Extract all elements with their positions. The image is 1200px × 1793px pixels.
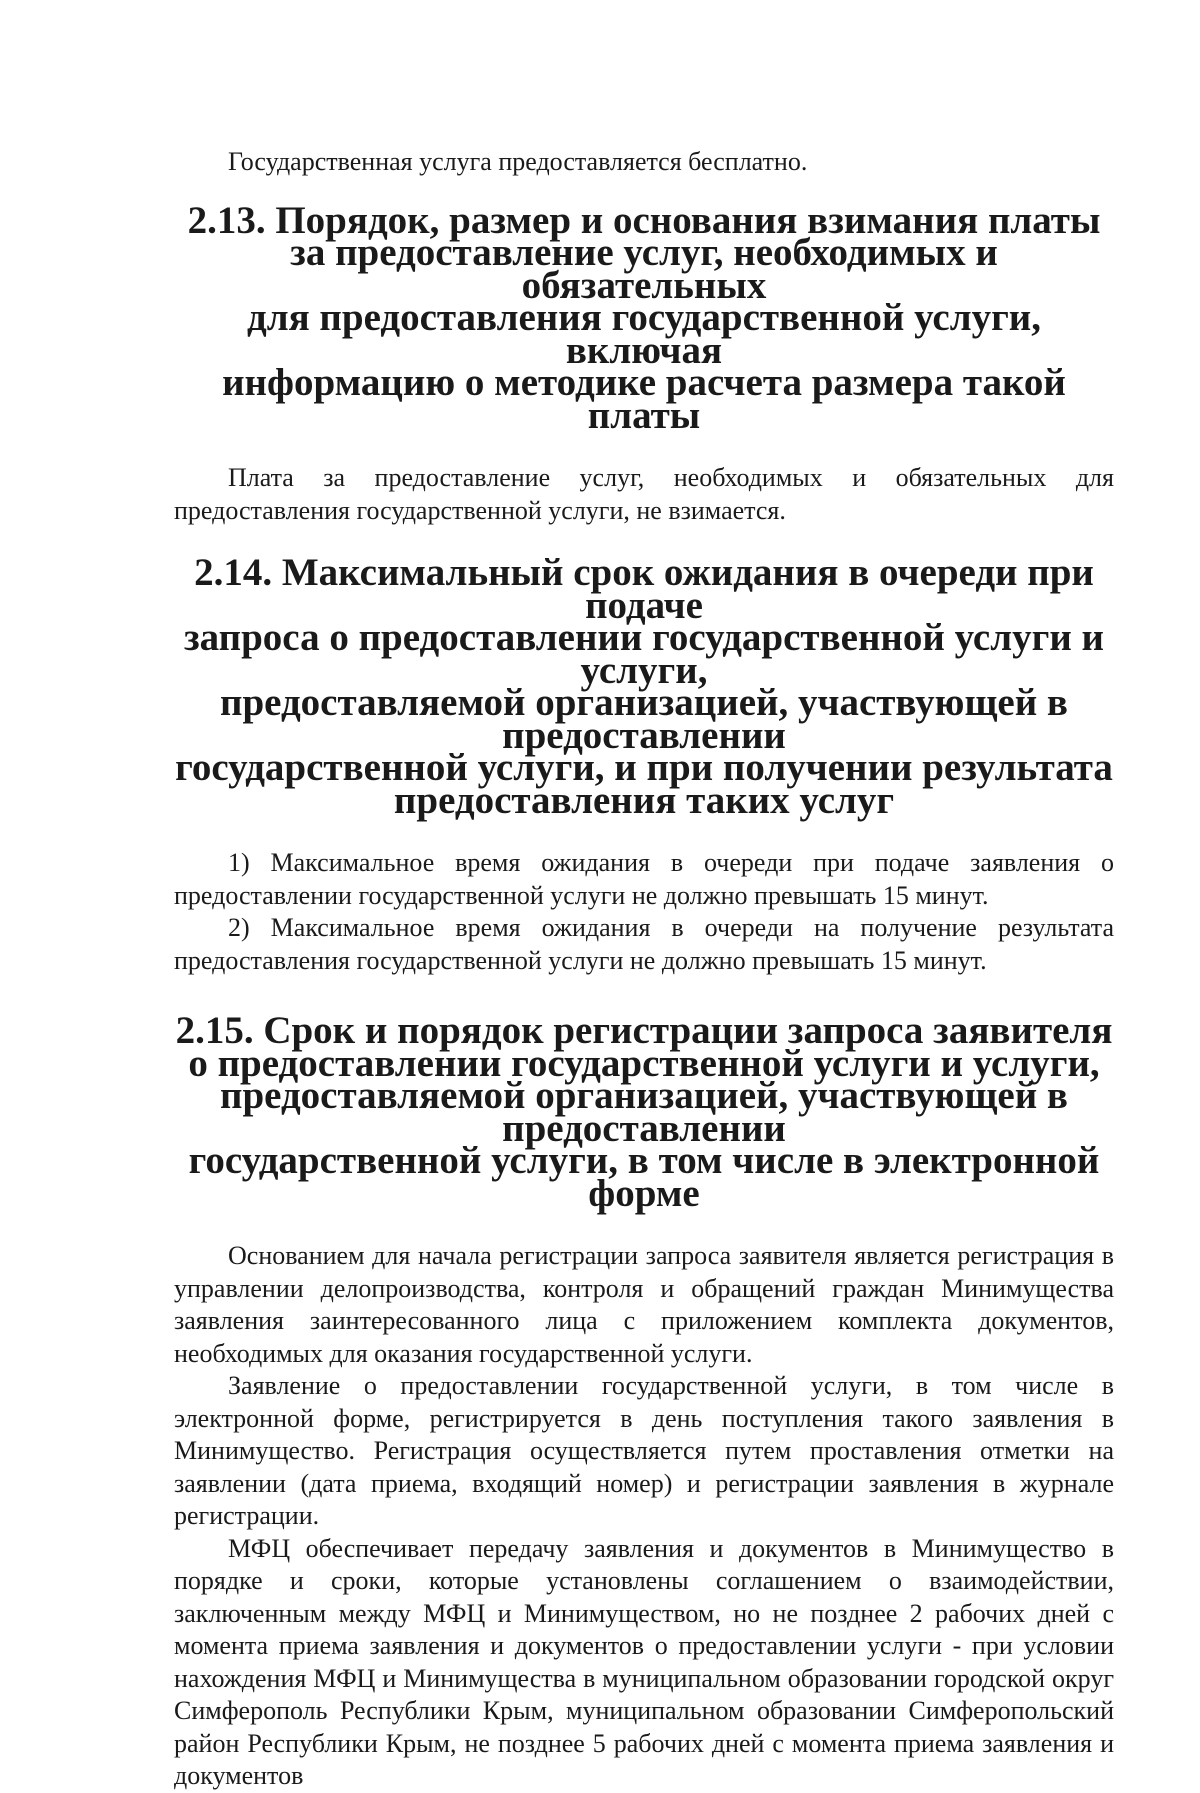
heading-line: запроса о предоставлении государственной услуги и услуги, [183, 616, 1105, 692]
heading-line: для предоставления государственной услуги, включая [246, 296, 1042, 372]
heading-line: 2.14. Максимальный срок ожидания в очереди при подаче [194, 551, 1094, 627]
document-page [174, 146, 1114, 1793]
section-2-15-heading [174, 1009, 1114, 1215]
section-2-14-item-2: 2) Максимальное время ожидания в очереди на получение результата предоставления государственной услуги не должно превышать 15 минут. [174, 913, 1114, 975]
heading-line: за предоставление услуг, необходимых и обязательных [290, 231, 998, 307]
heading-line: 2.15. Срок и порядок регистрации запроса заявителя [175, 1009, 1113, 1052]
heading-line: о предоставлении государственной услуги и услуги, [188, 1041, 1100, 1085]
section-2-15-paragraph-1: Основанием для начала регистрации запроса заявителя является регистрация в управлении делопроизводства, контроля и обращений граждан Минимущества заявления заинтересованного лица с приложением комплекта документов, необходимых для оказания государственной услуги. [174, 1241, 1114, 1368]
heading-line: государственной услуги, и при получении результата [175, 746, 1113, 789]
heading-line: предоставляемой организацией, участвующей в предоставлении [220, 1074, 1068, 1150]
heading-line: предоставляемой организацией, участвующей в предоставлении [220, 681, 1068, 757]
heading-line: 2.13. Порядок, размер и основания взимания платы [187, 198, 1101, 242]
heading-line: информацию о методике расчета размера такой платы [222, 361, 1066, 437]
intro-paragraph: Государственная услуга предоставляется бесплатно. [228, 147, 808, 176]
heading-line: государственной услуги, в том числе в электронной форме [188, 1139, 1100, 1215]
section-2-14-item-1: 1) Максимальное время ожидания в очереди при подаче заявления о предоставлении государственной услуги не должно превышать 15 минут. [174, 848, 1114, 910]
section-2-14-heading [174, 551, 1114, 822]
section-2-13-paragraph: Плата за предоставление услуг, необходимых и обязательных для предоставления государственной услуги, не взимается. [174, 463, 1114, 525]
section-2-15-paragraph-2: Заявление о предоставлении государственной услуги, в том числе в электронной форме, регистрируется в день поступления такого заявления в Минимущество. Регистрация осуществляется путем проставления отметки на заявлении (дата приема, входящий номер) и регистрации заявления в журнале регистрации. [174, 1371, 1114, 1530]
heading-line: предоставления таких услуг [393, 778, 895, 822]
section-2-15-paragraph-3: МФЦ обеспечивает передачу заявления и документов в Минимущество в порядке и сроки, которые установлены соглашением о взаимодействии, заключенным между МФЦ и Минимуществом, но не позднее 2 рабочих дней с момента приема заявления и документов о предоставлении услуги - при условии нахождения МФЦ и Минимущества в муниципальном образовании городской округ Симферополь Республики Крым, муниципальном образовании Симферопольский район Республики Крым, не позднее 5 рабочих дней с момента приема заявления и документов [174, 1533, 1114, 1790]
section-2-13-heading [174, 198, 1114, 437]
